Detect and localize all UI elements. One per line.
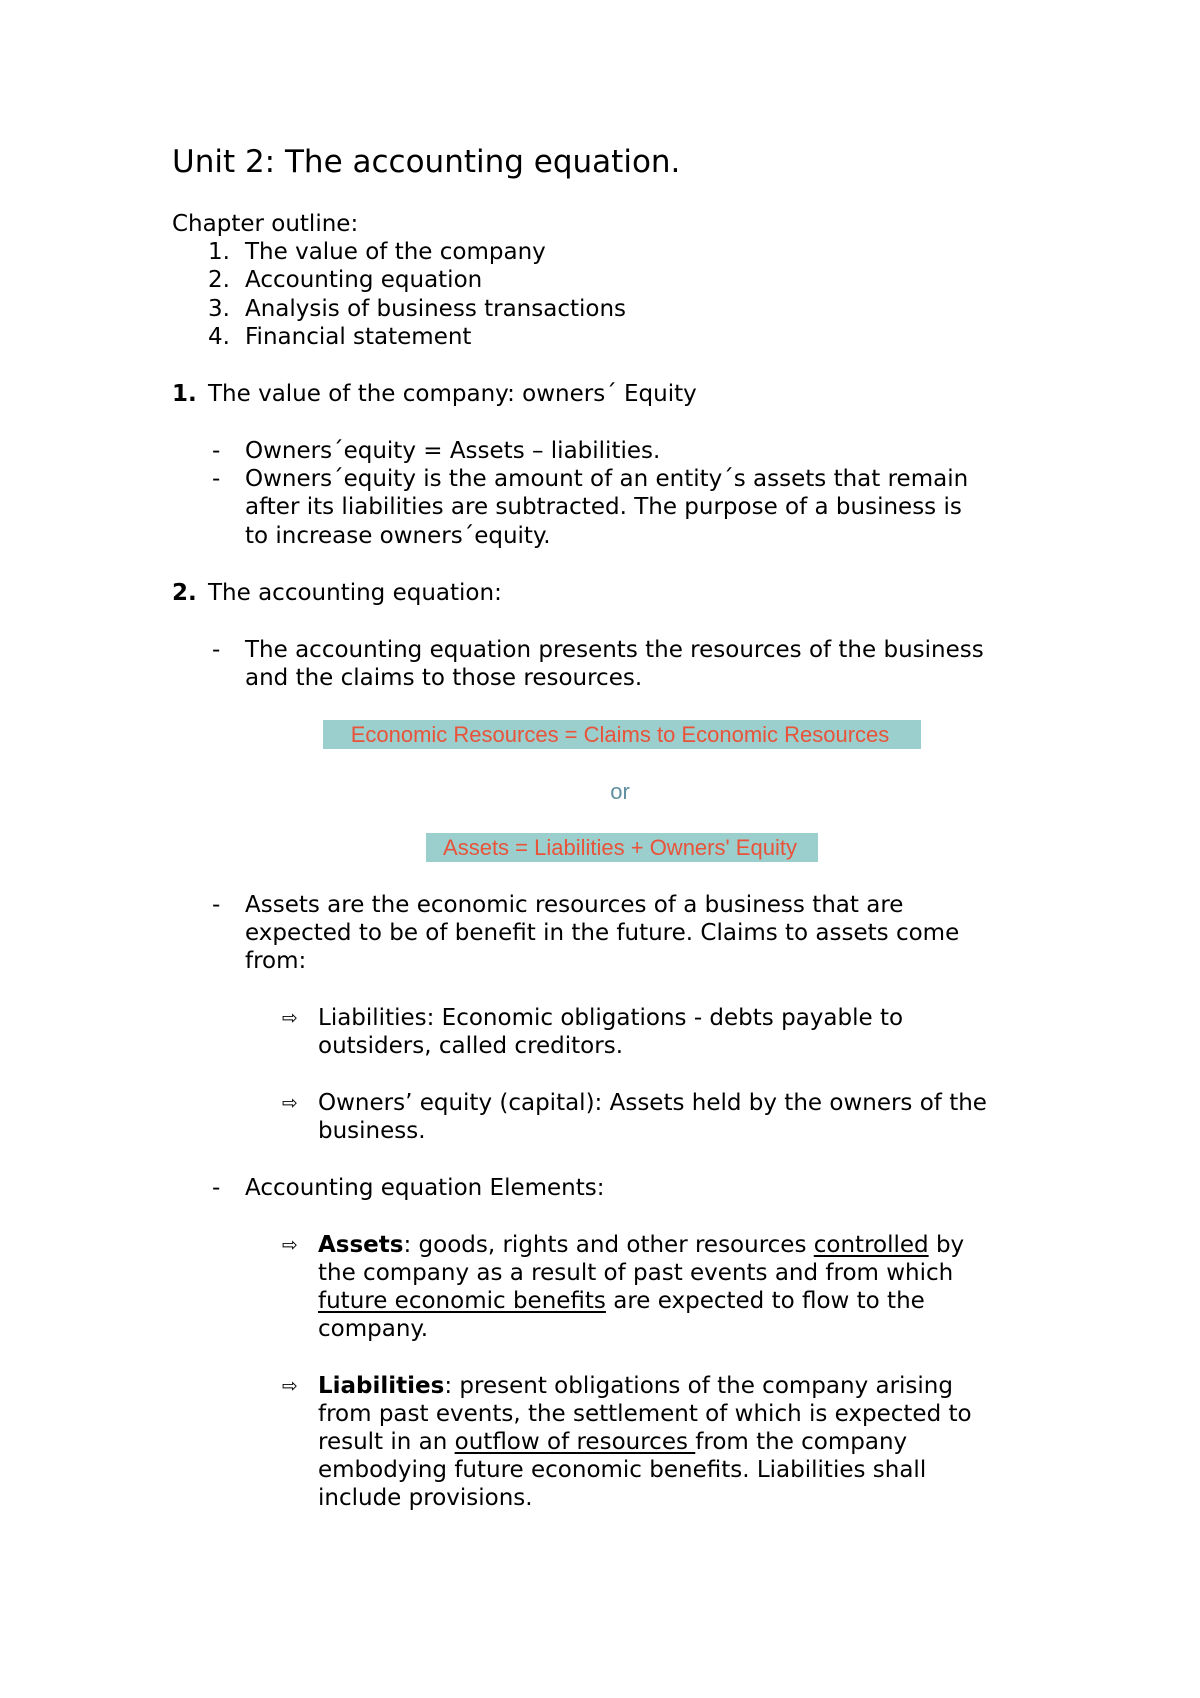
- outline-item-num: 2.: [208, 267, 230, 293]
- underlined-text: future economic benefits: [318, 1288, 606, 1314]
- arrow-icon: ⇨: [282, 1375, 298, 1397]
- claim-text: outsiders, called creditors.: [318, 1033, 624, 1059]
- liabilities-definition-line: [318, 1431, 907, 1454]
- definition-text: are expected to flow to the: [605, 1288, 925, 1314]
- assets-definition-line: [318, 1290, 925, 1313]
- bullet-text: after its liabilities are subtracted. The purpose of a business is: [245, 494, 962, 520]
- equation-assets: Assets = Liabilities + Owners' Equity: [443, 835, 797, 860]
- definition-text: : goods, rights and other resources: [403, 1232, 814, 1258]
- equation-row: [0, 833, 1200, 863]
- outline-heading: Chapter outline:: [172, 211, 359, 237]
- section1-heading: The value of the company: owners´ Equity: [208, 381, 697, 407]
- bullet-text: Owners´equity = Assets – liabilities.: [245, 438, 661, 464]
- bullet-marker: -: [212, 1175, 221, 1201]
- definition-text: : present obligations of the company arising: [444, 1373, 953, 1399]
- equation-row: [0, 720, 1200, 750]
- liabilities-term: Liabilities: [318, 1373, 445, 1399]
- bullet-marker: -: [212, 637, 221, 663]
- bullet-marker: -: [212, 466, 221, 492]
- underlined-text: outflow of resources: [454, 1429, 696, 1455]
- outline-item-num: 1.: [208, 239, 230, 265]
- outline-item: Financial statement: [245, 324, 472, 350]
- bullet-text: Accounting equation Elements:: [245, 1175, 605, 1201]
- section1-number: 1.: [172, 381, 197, 407]
- liabilities-definition-line: [318, 1375, 953, 1398]
- or-label: or: [610, 779, 630, 804]
- definition-text: the company as a result of past events and from which: [318, 1260, 954, 1286]
- definition-text: from the company: [695, 1429, 908, 1455]
- bullet-marker: -: [212, 892, 221, 918]
- bullet-text: The accounting equation presents the resources of the business: [245, 637, 984, 663]
- equation-economic-resources: Economic Resources = Claims to Economic Resources: [350, 722, 890, 747]
- bullet-marker: -: [212, 438, 221, 464]
- bullet-text: expected to be of benefit in the future. Claims to assets come: [245, 920, 960, 946]
- bullet-text: to increase owners´equity.: [245, 523, 551, 549]
- definition-text: embodying future economic benefits. Liabilities shall: [318, 1457, 927, 1483]
- bullet-text: and the claims to those resources.: [245, 665, 643, 691]
- claim-text: Liabilities: Economic obligations - debts payable to: [318, 1005, 904, 1031]
- bullet-text: Assets are the economic resources of a business that are: [245, 892, 904, 918]
- section2-number: 2.: [172, 580, 197, 606]
- assets-definition-line: [318, 1234, 964, 1257]
- bullet-text: Owners´equity is the amount of an entity´s assets that remain: [245, 466, 969, 492]
- outline-item-num: 3.: [208, 296, 230, 322]
- claim-text: Owners’ equity (capital): Assets held by the owners of the: [318, 1090, 987, 1116]
- definition-text: by: [928, 1232, 965, 1258]
- page-title: Unit 2: The accounting equation.: [172, 144, 681, 180]
- underlined-text: controlled: [813, 1232, 929, 1258]
- assets-term: Assets: [318, 1232, 404, 1258]
- outline-item: Accounting equation: [245, 267, 483, 293]
- bullet-text: from:: [245, 948, 307, 974]
- outline-item: The value of the company: [245, 239, 546, 265]
- outline-item-num: 4.: [208, 324, 230, 350]
- definition-text: include provisions.: [318, 1485, 533, 1511]
- definition-text: result in an: [318, 1429, 455, 1455]
- arrow-icon: ⇨: [282, 1007, 298, 1029]
- arrow-icon: ⇨: [282, 1234, 298, 1256]
- definition-text: from past events, the settlement of which is expected to: [318, 1401, 972, 1427]
- definition-text: company.: [318, 1316, 429, 1342]
- outline-item: Analysis of business transactions: [245, 296, 627, 322]
- claim-text: business.: [318, 1118, 426, 1144]
- section2-heading: The accounting equation:: [208, 580, 502, 606]
- arrow-icon: ⇨: [282, 1092, 298, 1114]
